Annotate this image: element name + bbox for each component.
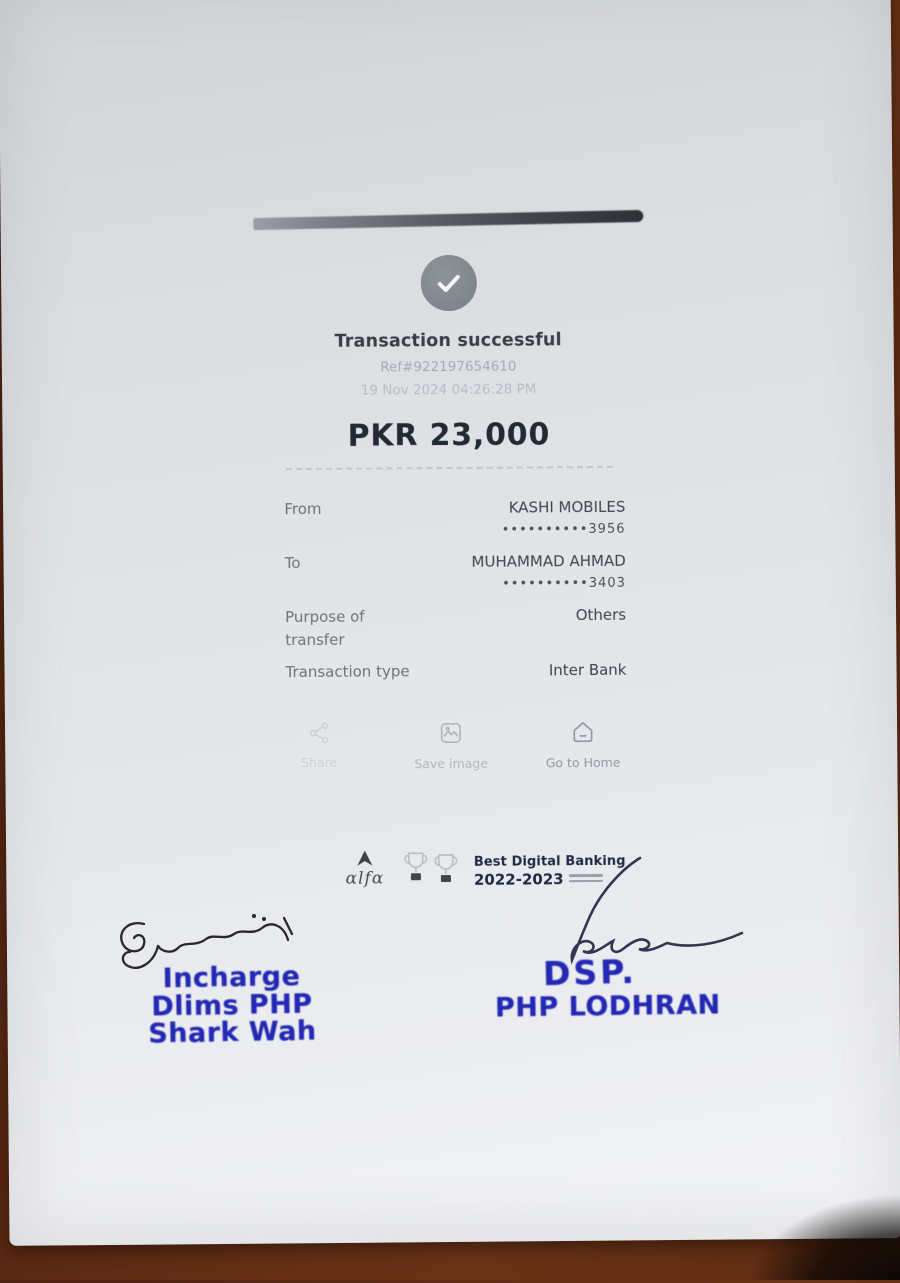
reference-number: Ref#922197654610	[0, 356, 898, 378]
save-image-button	[408, 720, 494, 772]
alfa-bird-icon	[352, 850, 378, 868]
action-row	[1, 717, 900, 774]
to-account-masked: ••••••••••3403	[410, 573, 626, 597]
type-value: Inter Bank	[475, 659, 626, 683]
dashed-divider	[286, 466, 613, 470]
success-check-badge	[421, 255, 477, 311]
share-button	[276, 721, 362, 773]
amount: PKR 23,000	[0, 415, 899, 456]
left-stamp-line1: Incharge	[143, 962, 319, 993]
left-stamp-line3: Shark Wah	[144, 1017, 320, 1048]
type-label: Transaction type	[285, 660, 475, 684]
left-stamp	[143, 962, 320, 1048]
trophy-icons	[401, 849, 461, 891]
from-value: KASHI MOBILES	[509, 498, 626, 517]
to-value: MUHAMMAD AHMAD	[471, 552, 625, 571]
check-icon	[432, 266, 466, 300]
alfa-logo	[342, 849, 388, 888]
transaction-datetime: 19 Nov 2024 04:26:28 PM	[0, 379, 899, 401]
home-icon	[570, 719, 596, 745]
detail-row-type	[285, 659, 626, 684]
detail-row-from	[284, 496, 625, 543]
redacted-header-bar	[253, 210, 643, 230]
go-home-label: Go to Home	[546, 755, 621, 771]
alfa-wordmark: αlfα	[346, 868, 385, 888]
right-stamp-php: PHP LODHRAN	[495, 989, 721, 1023]
status-title: Transaction successful	[0, 328, 898, 354]
share-label: Share	[301, 755, 337, 770]
left-stamp-line2: Dlims PHP	[144, 990, 320, 1021]
share-icon	[307, 721, 331, 745]
to-label: To	[285, 551, 410, 597]
purpose-value: Others	[410, 604, 626, 652]
go-home-button	[540, 719, 626, 771]
detail-row-to	[285, 550, 626, 597]
save-image-icon	[438, 720, 464, 746]
detail-row-purpose	[285, 604, 626, 652]
award-title: Best Digital Banking	[474, 854, 626, 870]
purpose-label: Purpose of transfer	[285, 605, 410, 652]
from-account-masked: ••••••••••3956	[409, 519, 625, 543]
award-years: 2022-2023	[474, 870, 564, 889]
from-label: From	[284, 497, 409, 543]
save-image-label: Save image	[414, 756, 488, 772]
details-table	[284, 496, 626, 693]
right-stamp-dsp: DSP.	[543, 952, 638, 993]
